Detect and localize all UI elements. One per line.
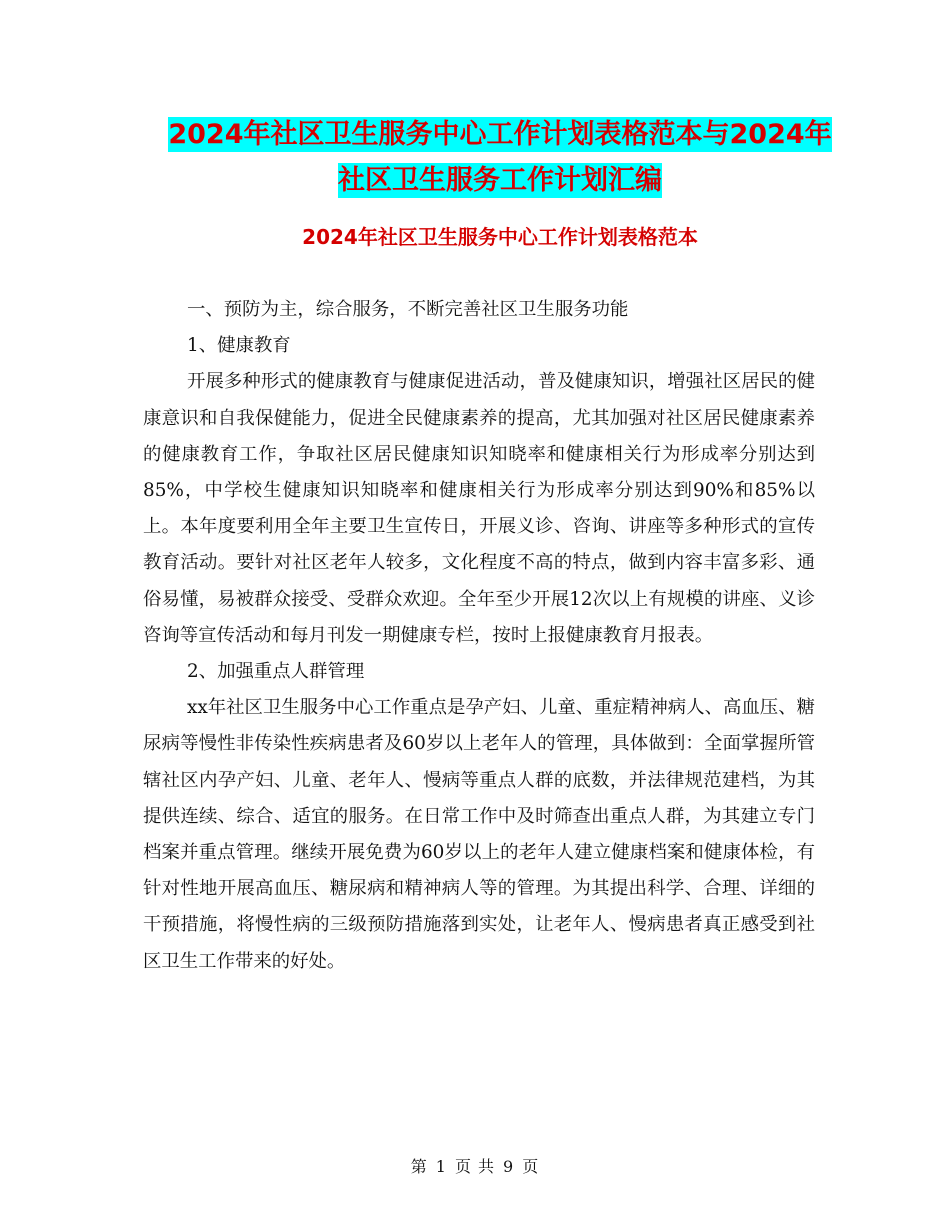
footer-mid: 页 共 [454,1157,496,1176]
paragraph-health-education: 开展多种形式的健康教育与健康促进活动，普及健康知识，增强社区居民的健康意识和自我保健能力，促进全民健康素养的提高，尤其加强对社区居民健康素养的健康教育工作，争取社区居民健康知识知晓率和健康相关行为形成率分别达到85%，中学校生健康知识知晓率和健康相关行为形成率分别达到90%和85%以上。本年度要利用全年主要卫生宣传日，开展义诊、咨询、讲座等多种形式的宣传教育活动。要针对社区老年人较多，文化程度不高的特点，做到内容丰富多彩、通俗易懂，易被群众接受、受群众欢迎。全年至少开展12次以上有规模的讲座、义诊咨询等宣传活动和每月刊发一期健康专栏，按时上报健康教育月报表。 [143,371,815,646]
paragraph-key-groups: xx年社区卫生服务中心工作重点是孕产妇、儿童、重症精神病人、高血压、糖尿病等慢性非传染性疾病患者及60岁以上老年人的管理，具体做到：全面掌握所管辖社区内孕产妇、儿童、老年人、慢病等重点人群的底数，并法律规范建档，为其提供连续、综合、适宜的服务。在日常工作中及时筛查出重点人群，为其建立专门档案并重点管理。继续开展免费为60岁以上的老年人建立健康档案和健康体检，有针对性地开展高血压、糖尿病和精神病人等的管理。为其提出科学、合理、详细的干预措施，将慢性病的三级预防措施落到实处，让老年人、慢病患者真正感受到社区卫生工作带来的好处。 [143,697,815,972]
heading-prevention: 一、预防为主，综合服务，不断完善社区卫生服务功能 [187,299,629,320]
subheading-key-groups: 2、加强重点人群管理 [187,661,365,683]
document-title [150,112,850,204]
footer-suffix: 页 [522,1157,540,1176]
title-line-2: 社区卫生服务工作计划汇编 [338,165,662,196]
footer-page-number: 1 [435,1157,447,1176]
page-footer [0,1154,950,1177]
section-title: 2024年社区卫生服务中心工作计划表格范本 [302,225,698,249]
footer-page-total: 9 [503,1157,515,1176]
footer-prefix: 第 [410,1157,428,1176]
title-line-1: 2024年社区卫生服务中心工作计划表格范本与2024年 [168,119,832,150]
document-body [143,292,815,980]
subheading-health-education: 1、健康教育 [187,335,291,357]
